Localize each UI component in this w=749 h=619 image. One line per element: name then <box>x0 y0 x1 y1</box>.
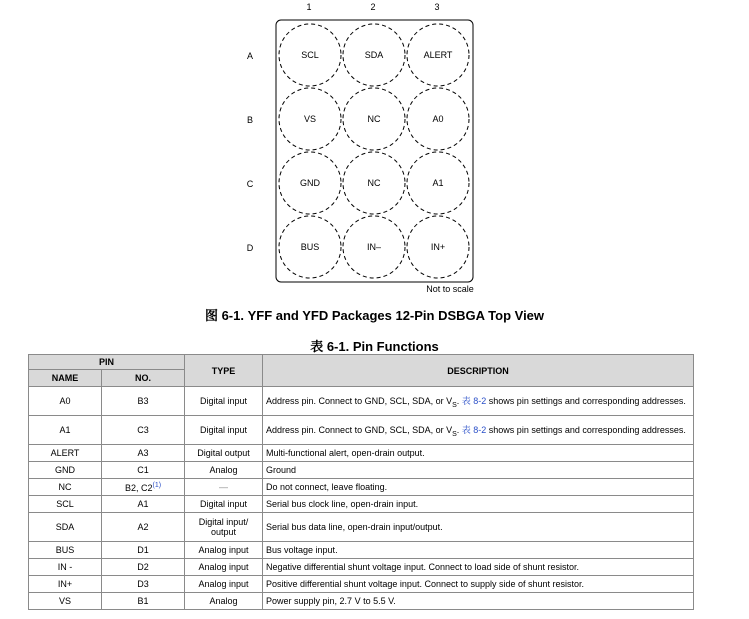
pin-no: B3 <box>102 387 185 416</box>
pin-description: Bus voltage input. <box>263 542 694 559</box>
pin-description: Serial bus clock line, open-drain input. <box>263 496 694 513</box>
table-row <box>29 559 694 576</box>
table-reference-link[interactable]: 表 8-2 <box>461 395 487 406</box>
scale-note: Not to scale <box>426 284 474 294</box>
pin-name: SCL <box>29 496 102 513</box>
ball-label-d3: IN+ <box>430 242 446 252</box>
table-row <box>29 445 694 462</box>
pin-description: Address pin. Connect to GND, SCL, SDA, or $V_S$. 表 8-2 shows pin settings and corresponding addresses. <box>263 387 694 416</box>
column-label-1: 1 <box>306 2 312 12</box>
pin-type: Analog <box>185 593 263 610</box>
pin-no: B2, C2$^{(1)}$ <box>102 479 185 496</box>
pin-no: C1 <box>102 462 185 479</box>
pin-description: Negative differential shunt voltage input. Connect to load side of shunt resistor. <box>263 559 694 576</box>
footnote-link[interactable]: (1) <box>152 481 162 489</box>
ball-label-a1: SCL <box>301 50 319 60</box>
package-diagram <box>0 0 749 300</box>
table-row <box>29 593 694 610</box>
pin-no: A3 <box>102 445 185 462</box>
pin-name: IN+ <box>29 576 102 593</box>
header-description: DESCRIPTION <box>263 355 694 387</box>
pin-type: — <box>185 479 263 496</box>
ball-label-c1: GND <box>300 178 320 188</box>
pin-no: D1 <box>102 542 185 559</box>
ball-label-b1: VS <box>303 114 317 124</box>
header-type: TYPE <box>185 355 263 387</box>
table-row <box>29 416 694 445</box>
pin-description: Do not connect, leave floating. <box>263 479 694 496</box>
pin-no: A2 <box>102 513 185 542</box>
row-label-c: C <box>246 179 254 189</box>
pin-type: Analog <box>185 462 263 479</box>
figure-caption: 图 6-1. YFF and YFD Packages 12-Pin DSBGA Top View <box>204 308 545 323</box>
ball-label-b2: NC <box>367 114 381 124</box>
pin-description: Ground <box>263 462 694 479</box>
table-row <box>29 479 694 496</box>
pin-name: NC <box>29 479 102 496</box>
pin-name: VS <box>29 593 102 610</box>
pin-no: A1 <box>102 496 185 513</box>
ball-label-d1: BUS <box>300 242 320 252</box>
header-pin: PIN <box>29 355 185 370</box>
pin-no: D2 <box>102 559 185 576</box>
pin-name: BUS <box>29 542 102 559</box>
column-label-3: 3 <box>434 2 440 12</box>
pin-no: B1 <box>102 593 185 610</box>
pin-name: ALERT <box>29 445 102 462</box>
table-row <box>29 576 694 593</box>
pin-type: Digital input <box>185 387 263 416</box>
pin-type: Analog input <box>185 576 263 593</box>
row-label-d: D <box>246 243 254 253</box>
pin-description: Multi-functional alert, open-drain output. <box>263 445 694 462</box>
table-reference-link[interactable]: 表 8-2 <box>461 424 487 435</box>
ball-label-a3: ALERT <box>423 50 453 60</box>
ball-label-c3: A1 <box>432 178 444 188</box>
ball-label-b3: A0 <box>432 114 444 124</box>
pin-description: Address pin. Connect to GND, SCL, SDA, or $V_S$. 表 8-2 shows pin settings and corresponding addresses. <box>263 416 694 445</box>
table-row <box>29 496 694 513</box>
pin-description: Serial bus data line, open-drain input/output. <box>263 513 694 542</box>
table-row <box>29 462 694 479</box>
pin-name: A1 <box>29 416 102 445</box>
ball-label-d2: IN– <box>366 242 382 252</box>
pin-description: Positive differential shunt voltage input. Connect to supply side of shunt resistor. <box>263 576 694 593</box>
table-row <box>29 387 694 416</box>
ball-label-a2: SDA <box>364 50 384 60</box>
pin-name: A0 <box>29 387 102 416</box>
column-label-2: 2 <box>370 2 376 12</box>
header-no: NO. <box>102 370 185 387</box>
pin-name: SDA <box>29 513 102 542</box>
pin-functions-table <box>28 354 694 610</box>
row-label-a: A <box>246 51 254 61</box>
table-row <box>29 513 694 542</box>
pin-type: Digital input <box>185 416 263 445</box>
pin-description: Power supply pin, 2.7 V to 5.5 V. <box>263 593 694 610</box>
table-caption: 表 6-1. Pin Functions <box>310 339 439 354</box>
pin-type: Analog input <box>185 542 263 559</box>
table-row <box>29 542 694 559</box>
pin-no: C3 <box>102 416 185 445</box>
pin-name: IN - <box>29 559 102 576</box>
pin-name: GND <box>29 462 102 479</box>
pin-no: D3 <box>102 576 185 593</box>
pin-type: Analog input <box>185 559 263 576</box>
pin-type: Digital input/ output <box>185 513 263 542</box>
ball-label-c2: NC <box>367 178 381 188</box>
row-label-b: B <box>246 115 254 125</box>
pin-type: Digital input <box>185 496 263 513</box>
header-name: NAME <box>29 370 102 387</box>
pin-type: Digital output <box>185 445 263 462</box>
